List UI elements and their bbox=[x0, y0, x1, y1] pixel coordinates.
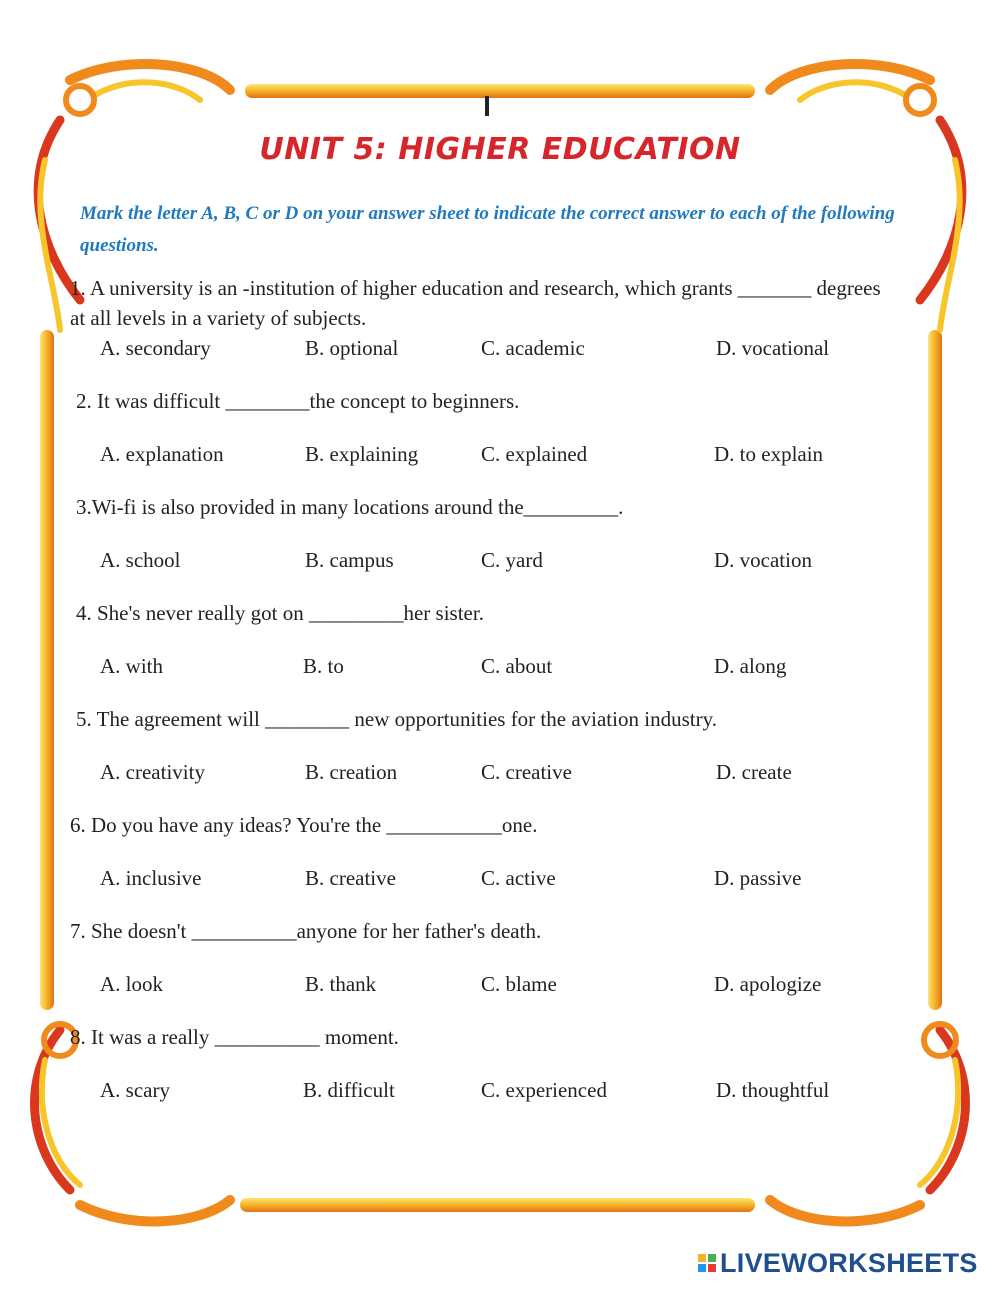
liveworksheets-logo[interactable] bbox=[698, 1248, 978, 1278]
option-7c[interactable]: C. blame bbox=[481, 972, 557, 996]
logo-text: LIVEWORKSHEETS bbox=[720, 1247, 978, 1278]
option-5d[interactable]: D. create bbox=[716, 760, 792, 784]
option-3a[interactable]: A. school bbox=[100, 548, 181, 572]
question-7: 7. She doesn't __________anyone for her father's death. bbox=[70, 919, 542, 943]
option-5c[interactable]: C. creative bbox=[481, 760, 572, 784]
text-cursor-mark bbox=[485, 96, 489, 116]
option-8a[interactable]: A. scary bbox=[100, 1078, 170, 1102]
worksheet-title: UNIT 5: HIGHER EDUCATION bbox=[259, 132, 741, 167]
option-4c[interactable]: C. about bbox=[481, 654, 553, 678]
question-1: 1. A university is an -institution of higher education and research, which grants _______ degrees at all levels in a variety of subjects. bbox=[70, 276, 881, 330]
question-5: 5. The agreement will ________ new opportunities for the aviation industry. bbox=[76, 707, 717, 731]
option-7b[interactable]: B. thank bbox=[305, 972, 377, 996]
instruction-text: Mark the letter A, B, C or D on your answer sheet to indicate the correct answer to each of the following questions. bbox=[80, 203, 895, 256]
question-4: 4. She's never really got on _________her sister. bbox=[76, 601, 484, 625]
option-3d[interactable]: D. vocation bbox=[714, 548, 812, 572]
option-2a[interactable]: A. explanation bbox=[100, 442, 224, 466]
option-6c[interactable]: C. active bbox=[481, 866, 556, 890]
option-2d[interactable]: D. to explain bbox=[714, 442, 824, 466]
option-4d[interactable]: D. along bbox=[714, 654, 787, 678]
question-6: 6. Do you have any ideas? You're the ___________one. bbox=[70, 813, 538, 837]
question-3: 3.Wi-fi is also provided in many locations around the_________. bbox=[76, 495, 624, 519]
option-3c[interactable]: C. yard bbox=[481, 548, 543, 572]
question-2: 2. It was difficult ________the concept to beginners. bbox=[76, 389, 520, 413]
option-4b[interactable]: B. to bbox=[303, 654, 344, 678]
option-6d[interactable]: D. passive bbox=[714, 866, 802, 890]
option-1b[interactable]: B. optional bbox=[305, 336, 399, 360]
option-8b[interactable]: B. difficult bbox=[303, 1078, 395, 1102]
option-2c[interactable]: C. explained bbox=[481, 442, 588, 466]
option-5a[interactable]: A. creativity bbox=[100, 760, 205, 784]
logo-grid-icon bbox=[698, 1254, 716, 1272]
option-1c[interactable]: C. academic bbox=[481, 336, 585, 360]
option-1d[interactable]: D. vocational bbox=[716, 336, 830, 360]
option-1a[interactable]: A. secondary bbox=[100, 336, 211, 360]
option-3b[interactable]: B. campus bbox=[305, 548, 394, 572]
option-8c[interactable]: C. experienced bbox=[481, 1078, 607, 1102]
option-2b[interactable]: B. explaining bbox=[305, 442, 419, 466]
option-6a[interactable]: A. inclusive bbox=[100, 866, 202, 890]
option-7d[interactable]: D. apologize bbox=[714, 972, 822, 996]
option-4a[interactable]: A. with bbox=[100, 654, 163, 678]
option-5b[interactable]: B. creation bbox=[305, 760, 398, 784]
option-8d[interactable]: D. thoughtful bbox=[716, 1078, 830, 1102]
option-7a[interactable]: A. look bbox=[100, 972, 163, 996]
option-6b[interactable]: B. creative bbox=[305, 866, 396, 890]
question-8: 8. It was a really __________ moment. bbox=[70, 1025, 399, 1049]
